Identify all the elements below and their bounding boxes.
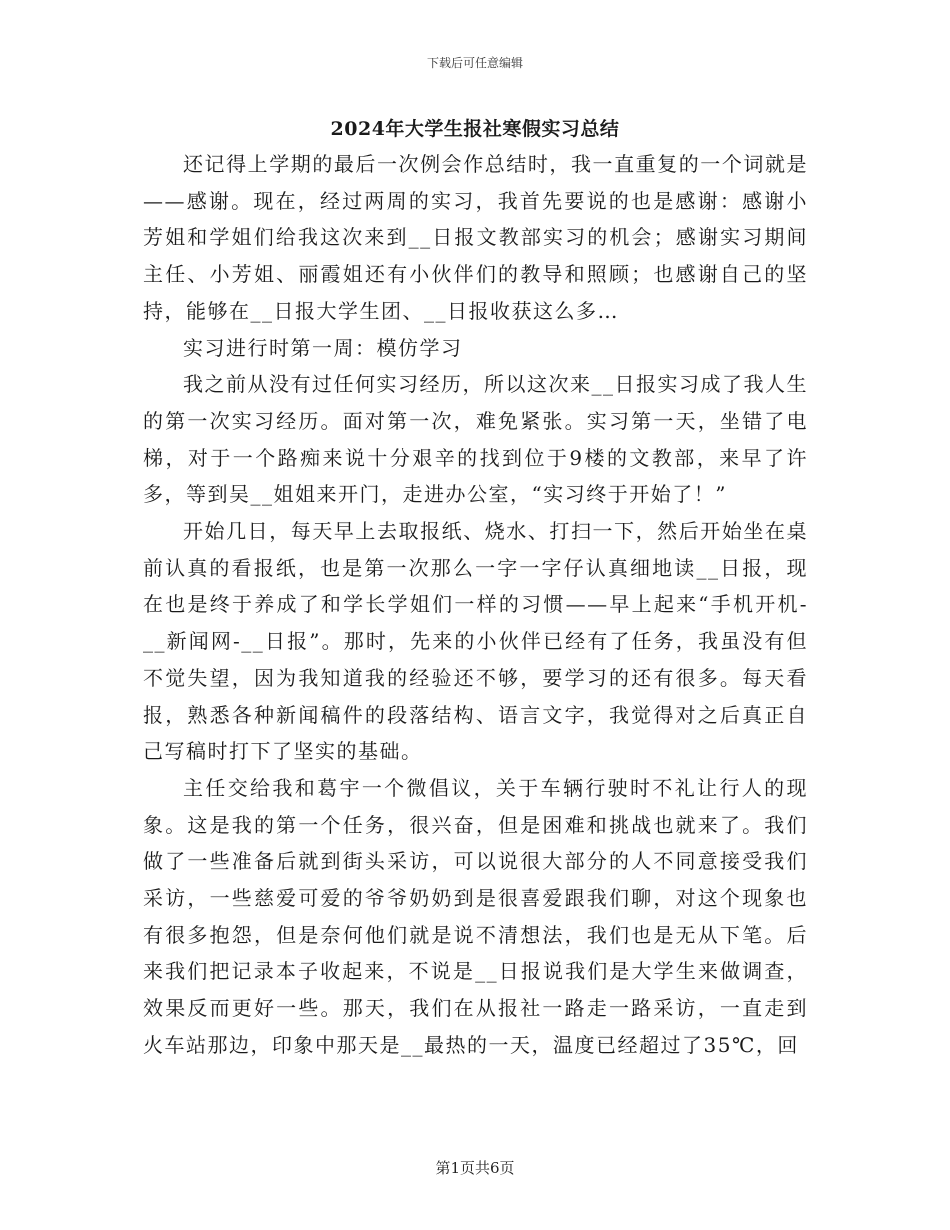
section-heading: 实习进行时第一周：模仿学习 xyxy=(183,335,463,360)
paragraph: 我之前从没有过任何实习经历，所以这次来__日报实习成了我人生的第一次实习经历。面对第一次，难免紧张。实习第一天，坐错了电梯，对于一个路痴来说十分艰辛的找到位于9楼的文教部，来早了许多，等到吴__姐姐来开门，走进办公室，“实习终于开始了！” xyxy=(143,372,808,507)
page-header-note: 下载后可任意编辑 xyxy=(426,56,523,70)
page-footer-page-number: 第1页共6页 xyxy=(435,1159,515,1177)
document-body xyxy=(143,146,808,1064)
document-title: 2024年大学生报社寒假实习总结 xyxy=(330,118,620,140)
paragraph: 主任交给我和葛宇一个微倡议，关于车辆行驶时不礼让行人的现象。这是我的第一个任务，很兴奋，但是困难和挑战也就来了。我们做了一些准备后就到街头采访，可以说很大部分的人不同意接受我们采访，一些慈爱可爱的爷爷奶奶到是很喜爱跟我们聊，对这个现象也有很多抱怨，但是奈何他们就是说不清想法，我们也是无从下笔。后来我们把记录本子收起来，不说是__日报说我们是大学生来做调查，效果反而更好一些。那天，我们在从报社一路走一路采访，一直走到火车站那边，印象中那天是__最热的一天，温度已经超过了35℃，回 xyxy=(143,775,808,1057)
paragraph: 还记得上学期的最后一次例会作总结时，我一直重复的一个词就是——感谢。现在，经过两周的实习，我首先要说的也是感谢：感谢小芳姐和学姐们给我这次来到__日报文教部实习的机会；感谢实习期间主任、小芳姐、丽霞姐还有小伙伴们的教导和照顾；也感谢自己的坚持，能够在__日报大学生团、__日报收获这么多… xyxy=(143,152,808,323)
paragraph: 开始几日，每天早上去取报纸、烧水、打扫一下，然后开始坐在桌前认真的看报纸，也是第一次那么一字一字仔认真细地读__日报，现在也是终于养成了和学长学姐们一样的习惯——早上起来“手机开机-__新闻网-__日报”。那时，先来的小伙伴已经有了任务，我虽没有但不觉失望，因为我知道我的经验还不够，要学习的还有很多。每天看报，熟悉各种新闻稿件的段落结构、语言文字，我觉得对之后真正自己写稿时打下了坚实的基础。 xyxy=(143,519,808,764)
